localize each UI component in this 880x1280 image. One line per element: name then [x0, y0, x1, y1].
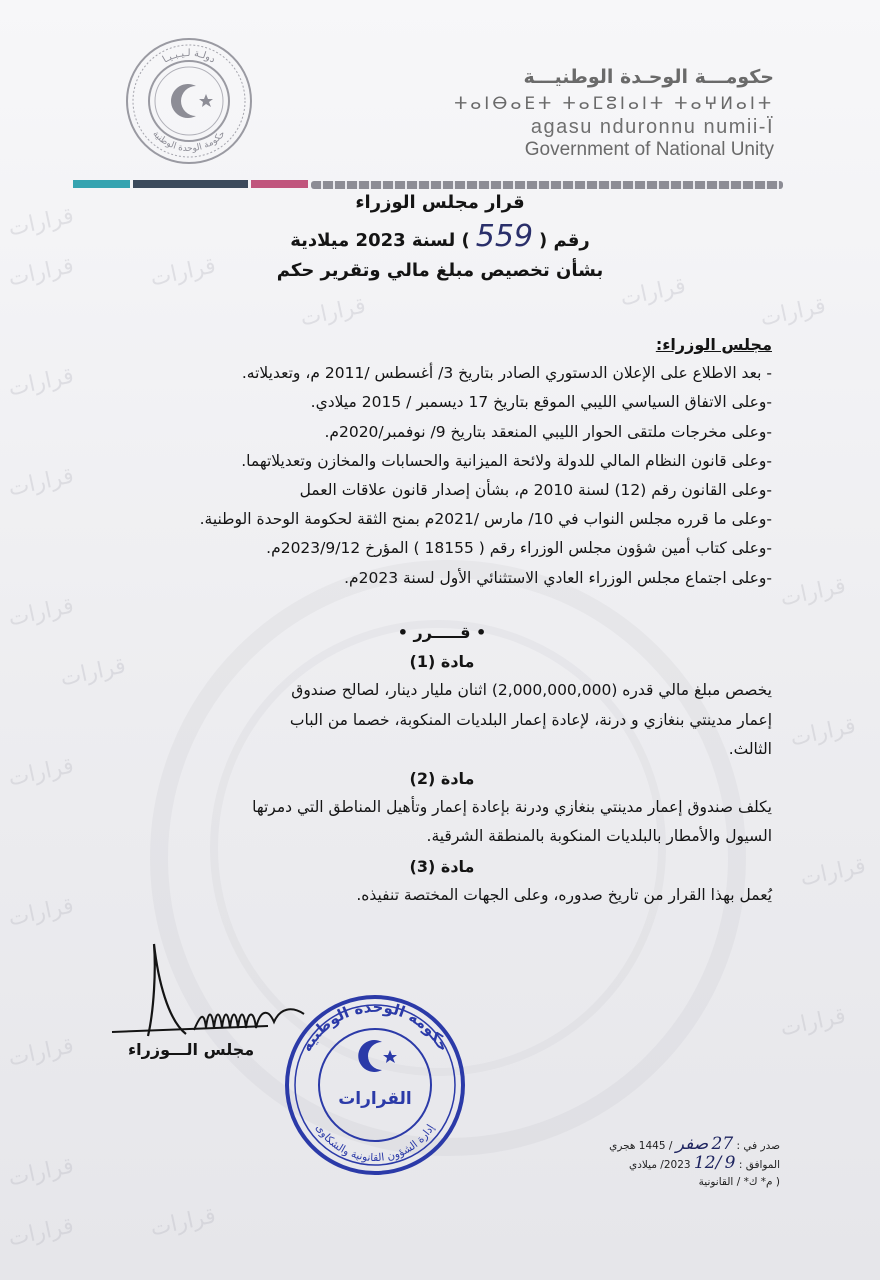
decree-number-prefix: رقم (	[539, 230, 590, 251]
article-line: يكلف صندوق إعمار مدينتي بنغازي ودرنة بإعادة إعمار وتأهيل المناطق التي دمرتها	[252, 798, 772, 817]
svg-text:إدارة الشؤون القانونية والشكاو: إدارة الشؤون القانونية والشكاوى	[313, 1122, 437, 1165]
article-line: إعمار مدينتي بنغازي و درنة، لإعادة إعمار البلديات المنكوبة، خصما من الباب	[289, 710, 772, 729]
preamble-item: -وعلى مخرجات ملتقى الحوار الليبي المنعقد بتاريخ 9/ نوفمبر/2020م.	[324, 422, 772, 441]
article-line: يُعمل بهذا القرار من تاريخ صدوره، وعلى الجهات المختصة تنفيذه.	[356, 885, 772, 904]
issued-month: صفر	[675, 1134, 709, 1154]
government-emblem	[124, 36, 254, 166]
preamble-item: -وعلى كتاب أمين شؤون مجلس الوزراء رقم ( 18155 ) المؤرخ 2023/9/12م.	[266, 539, 772, 558]
letterhead-tifinagh: ⵜⴰⵏⴱⴰⴹⵜ ⵜⴰⵎⵓⵏⴰⵏⵜ ⵜⴰⵖⵍⴰⵏⵜ	[454, 94, 774, 114]
preamble-item: -وعلى قانون النظام المالي للدولة ولائحة الميزانية والحسابات والمخازن وتعديلاتهما.	[241, 451, 772, 470]
decree-title	[0, 192, 880, 281]
preamble-item: -وعلى الاتفاق السياسي الليبي الموقع بتاريخ 17 ديسمبر / 2015 ميلادي.	[310, 393, 772, 412]
decision-section	[112, 618, 772, 910]
issued-year: / 1445 هجري	[609, 1140, 673, 1152]
svg-text:دولـة لـيـبـيـا: دولـة لـيـبـيـا	[160, 47, 218, 66]
preamble	[112, 330, 772, 593]
issue-date-hijri	[555, 1136, 780, 1155]
header-divider	[73, 180, 783, 188]
issue-date-block	[555, 1136, 780, 1191]
preamble-heading: مجلس الوزراء:	[655, 335, 772, 354]
corresponding-year: 2023/ ميلادي	[629, 1159, 691, 1171]
article-title: مادة (2)	[409, 769, 475, 789]
reference-code: ( م* ك* / القانونية	[698, 1176, 780, 1188]
svg-text:حكومة الوحدة الوطنية: حكومة الوحدة الوطنية	[150, 129, 228, 155]
document-page: قرارات قرارات قرارات قرارات قرارات قرارات قرارات قرارات قرارات قرارات قرارات قرارات قرارات قرارات قرارات قرارات قرارات قرارات قرارات قرارات دولـة لـيـبـيـا حكومة الوحدة الوطنية حكومـــة الوحـدة الوطنيـــة ⵜⴰⵏⴱⴰⴹⵜ ⵜⴰⵎⵓⵏⴰⵏⵜ ⵜⴰⵖⵍⴰⵏⵜ agasu nduronnu numii-Ї Government of National Unity قرار مجلس الوزراء رقم (559) لسنة 2023 ميلادية بشأن تخصيص مبلغ مالي وتقرير حكم مجلس الوزراء: - بعد الاطلاع على الإعلان الدستوري الصادر بتاريخ 3/ أغسطس /2011 م، وتعديلاته. -وعلى الاتفاق السياسي الليبي الموقع بتاريخ 17 ديسمبر / 2015 ميلادي. -وعلى مخرجات ملتقى الحوار الليبي المنعقد بتاريخ 9/ نوفمبر/2020م. -وعلى قانون النظام المالي للدولة ولائحة الميزانية والحسابات والمخازن وتعديلاتهما. -وعلى القانون رقم (12) لسنة 2010 م، بشأن إصدار قانون علاقات العمل -وعلى ما قرره مجلس النواب في 10/ مارس /2021م بمنح الثقة لحكومة الوحدة الوطنية. -وعلى كتاب أمين شؤون مجلس الوزراء رقم ( 18155 ) المؤرخ 2023/9/12م. -وعلى اجتماع مجلس الوزراء العادي الاستثنائي الأول لسنة 2023م. • قـــــرر • مادة (1) يخصص مبلغ مالي قدره (2,000,000,000) اثنان مليار دينار، لصالح صندوق إعمار مدينتي بنغازي و درنة، لإعادة إعمار البلديات المنكوبة، خصما من الباب الثالث. مادة (2) يكلف صندوق إعمار مدينتي بنغازي ودرنة بإعادة إعمار وتأهيل المناطق التي دمرتها السيول والأمطار بالبلديات المنكوبة بالمنطقة الشرقية. مادة (3) يُعمل بهذا القرار من تاريخ صدوره، وعلى الجهات المختصة تنفيذه. مجلس الـــوزراء حكومة الوحدة الوطنية إدارة الشؤون القانونية والشكاوى القرارات صدر في : 27 صفر / 1445 هجري الموافق : 9 /12 2023/ ميلادي ( م* ك* / القانونية	[0, 0, 880, 1280]
official-stamp	[282, 992, 468, 1178]
corresponding-label: الموافق :	[738, 1159, 780, 1171]
preamble-item: -وعلى ما قرره مجلس النواب في 10/ مارس /2021م بمنح الثقة لحكومة الوحدة الوطنية.	[199, 510, 772, 529]
preamble-item: -وعلى اجتماع مجلس الوزراء العادي الاستثنائي الأول لسنة 2023م.	[344, 568, 772, 587]
preamble-item: -وعلى القانون رقم (12) لسنة 2010 م، بشأن إصدار قانون علاقات العمل	[299, 481, 772, 500]
corresponding-month: /12	[693, 1153, 722, 1173]
svg-text:حكومة الوحدة الوطنية: حكومة الوحدة الوطنية	[297, 997, 453, 1055]
decree-number-line	[0, 219, 880, 254]
issued-day: 27	[711, 1134, 734, 1154]
decree-number-suffix: ) لسنة 2023 ميلادية	[290, 230, 470, 251]
svg-text:القرارات: القرارات	[338, 1089, 412, 1109]
letterhead-english: Government of National Unity	[524, 139, 774, 160]
article-line: الثالث.	[728, 739, 772, 758]
signature-label: مجلس الـــوزراء	[128, 1040, 255, 1059]
issued-label: صدر في :	[736, 1140, 780, 1152]
article-title: مادة (1)	[409, 652, 475, 672]
decision-heading: • قـــــرر •	[397, 623, 487, 642]
letterhead-arabic: حكومـــة الوحـدة الوطنيـــة	[523, 66, 774, 88]
article-line: السيول والأمطار بالبلديات المنكوبة بالمنطقة الشرقية.	[426, 827, 772, 846]
letterhead	[444, 66, 774, 161]
issue-date-gregorian	[555, 1155, 780, 1174]
decree-title-line1: قرار مجلس الوزراء	[355, 192, 525, 213]
corresponding-day: 9	[724, 1153, 736, 1173]
letterhead-latin: agasu nduronnu numii-Ї	[530, 116, 774, 138]
article-title: مادة (3)	[409, 856, 475, 876]
decree-subject: بشأن تخصيص مبلغ مالي وتقرير حكم	[276, 260, 604, 281]
article-line: يخصص مبلغ مالي قدره (2,000,000,000) اثنان مليار دينار، لصالح صندوق	[291, 681, 772, 700]
preamble-item: - بعد الاطلاع على الإعلان الدستوري الصادر بتاريخ 3/ أغسطس /2011 م، وتعديلاته.	[241, 364, 772, 383]
decree-number: 559	[475, 219, 534, 254]
